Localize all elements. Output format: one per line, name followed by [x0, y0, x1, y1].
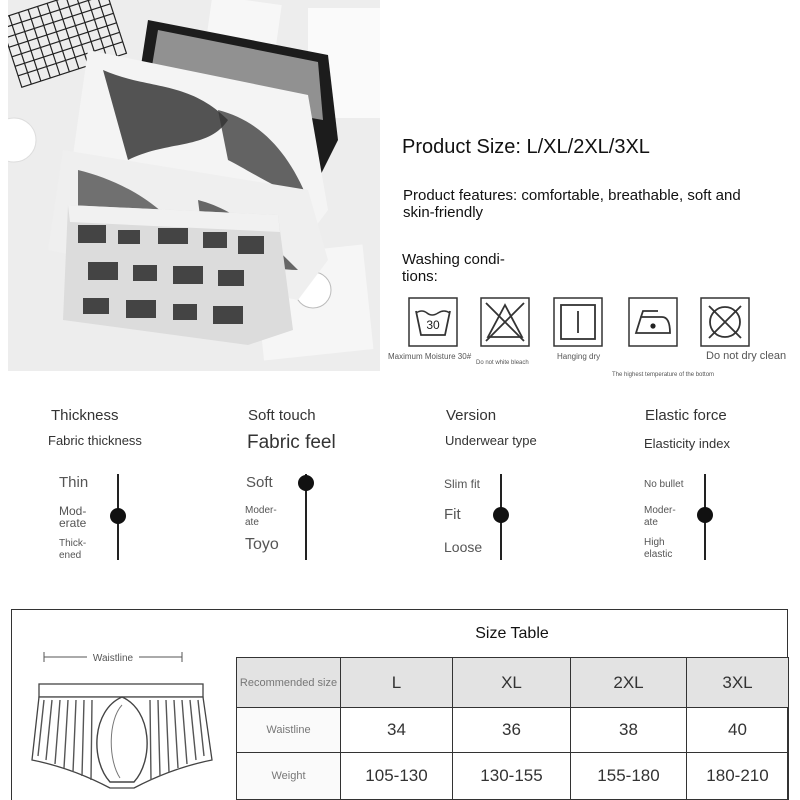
- product-size: Product Size: L/XL/2XL/3XL: [402, 136, 650, 158]
- size-l: L: [341, 658, 453, 708]
- thickness-level-thickened: Thick-ened: [59, 538, 87, 561]
- do-not-bleach-icon: [480, 297, 530, 347]
- size-xl: XL: [453, 658, 571, 708]
- version-level-loose: Loose: [444, 539, 483, 555]
- softness-level-toyo: Toyo: [245, 536, 279, 553]
- washing-conditions-title: Washing condi-tions:: [402, 251, 505, 285]
- waistline-label: Waistline: [237, 708, 341, 753]
- care-caption-iron: The highest temperature of the bottom: [612, 372, 715, 378]
- svg-text:30: 30: [426, 318, 440, 332]
- product-photo: [8, 0, 380, 371]
- softness-indicator: [298, 475, 314, 491]
- elasticity-indicator: [697, 507, 713, 523]
- elasticity-subtitle: Elasticity index: [644, 436, 730, 451]
- softness-subtitle: Fabric feel: [247, 432, 336, 453]
- recommended-size-label: Recommended size: [237, 658, 341, 708]
- wash-30-icon: [408, 297, 458, 347]
- table-row: [237, 708, 789, 753]
- table-row: [237, 753, 789, 800]
- version-level-slim-fit: Slim fit: [444, 477, 480, 491]
- waistline-l: 34: [341, 708, 453, 753]
- elasticity-title: Elastic force: [645, 407, 727, 424]
- version-title: Version: [446, 407, 497, 424]
- care-caption-wash: Maximum Moisture 30#: [388, 352, 472, 361]
- waistline-2xl: 38: [571, 708, 687, 753]
- thickness-level-moderate: Mod-erate: [59, 504, 87, 530]
- softness-level-soft: Soft: [246, 474, 273, 491]
- elasticity-level-no-bullet: No bullet: [644, 479, 684, 490]
- thickness-subtitle: Fabric thickness: [48, 433, 142, 448]
- care-caption-hang: Hanging dry: [557, 352, 601, 361]
- softness-title: Soft touch: [248, 407, 316, 424]
- weight-xl: 130-155: [453, 753, 571, 800]
- weight-2xl: 155-180: [571, 753, 687, 800]
- waistline-xl: 36: [453, 708, 571, 753]
- care-caption-dry-clean: Do not dry clean: [706, 350, 787, 362]
- care-caption-bleach: Do not white bleach: [476, 360, 529, 366]
- elasticity-level-moderate: Moder-ate: [644, 505, 676, 528]
- size-2xl: 2XL: [571, 658, 687, 708]
- weight-label: Weight: [237, 753, 341, 800]
- size-table-title: Size Table: [475, 625, 549, 642]
- size-table-header-row: [237, 658, 789, 708]
- iron-low-icon: [628, 297, 678, 347]
- hang-dry-icon: [553, 297, 603, 347]
- weight-3xl: 180-210: [687, 753, 789, 800]
- version-subtitle: Underwear type: [445, 433, 537, 448]
- weight-l: 105-130: [341, 753, 453, 800]
- briefs-diagram: [12, 610, 235, 800]
- version-indicator: [493, 507, 509, 523]
- version-level-fit: Fit: [444, 506, 461, 523]
- elasticity-level-high: High elastic: [644, 537, 673, 560]
- do-not-dry-clean-icon: [700, 297, 750, 347]
- size-table: [236, 657, 789, 800]
- thickness-title: Thickness: [51, 407, 119, 424]
- product-features: Product features: comfortable, breathable, soft and skin-friendly: [403, 187, 741, 221]
- thickness-level-thin: Thin: [59, 474, 89, 491]
- svg-text:Waistline: Waistline: [92, 653, 134, 664]
- softness-level-moderate: Moder-ate: [245, 505, 277, 528]
- size-3xl: 3XL: [687, 658, 789, 708]
- thickness-indicator: [110, 508, 126, 524]
- waistline-3xl: 40: [687, 708, 789, 753]
